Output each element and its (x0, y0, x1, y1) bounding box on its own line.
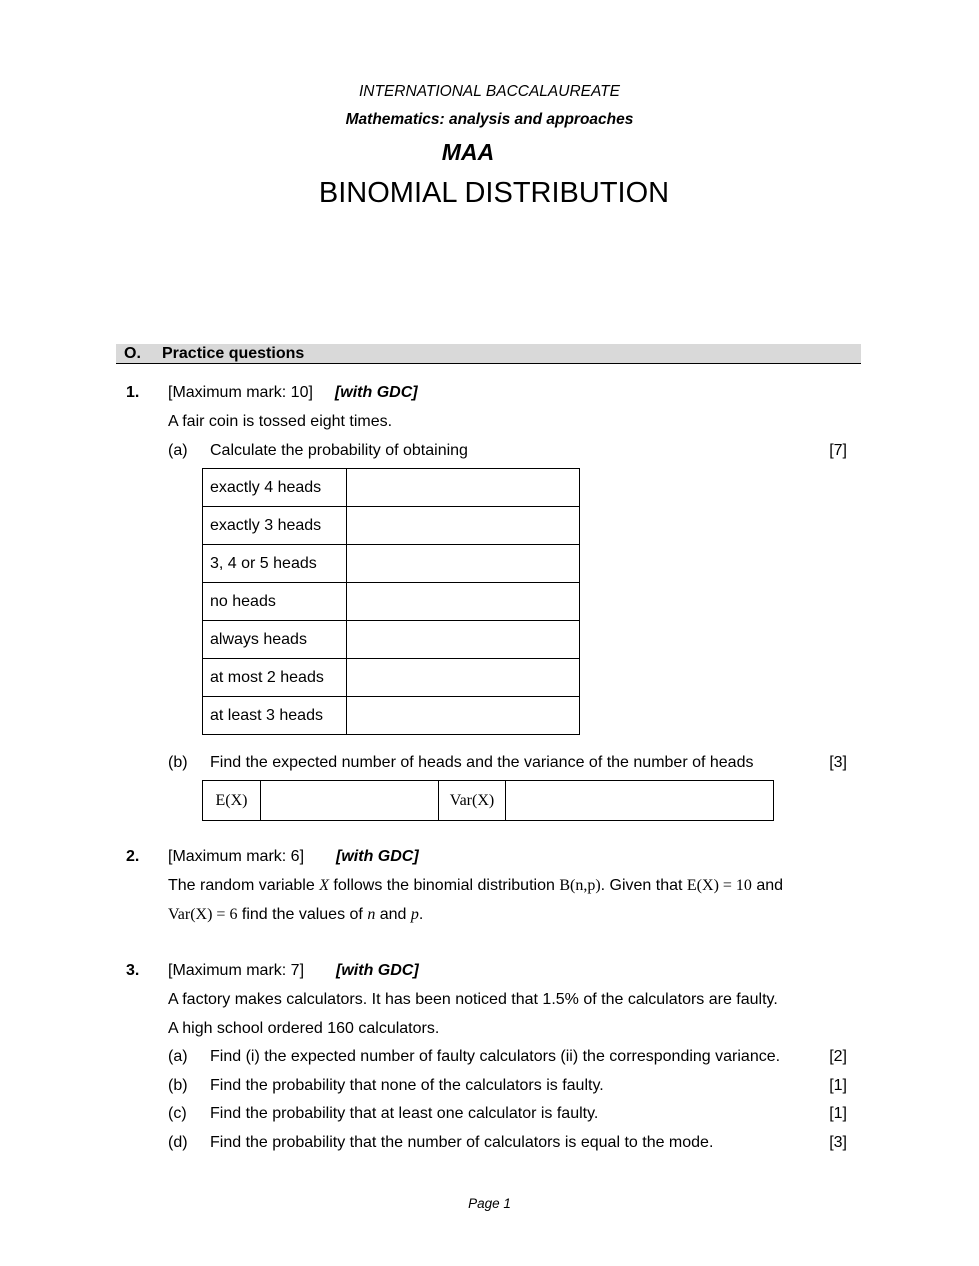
q3-part-d-text: Find the probability that the number of calculators is equal to the mode. (210, 1134, 714, 1151)
q2-header (168, 848, 419, 866)
q2-max-mark: [Maximum mark: 6] (168, 848, 305, 865)
row-label: always heads (203, 621, 347, 659)
section-number: O. (124, 345, 141, 362)
page-number: Page 1 (468, 1196, 511, 1211)
q1-gdc: [with GDC] (334, 384, 418, 401)
q2-text: The random variable (168, 877, 320, 894)
q3-gdc: [with GDC] (336, 962, 419, 979)
q3-part-a-mark: [2] (829, 1048, 847, 1065)
header-course: Mathematics: analysis and approaches (345, 111, 634, 128)
q3-line2: A high school ordered 160 calculators. (168, 1020, 440, 1037)
q3-part-a-text: Find (i) the expected number of faulty calculators (ii) the corresponding variance. (210, 1048, 781, 1065)
variance-answer-cell[interactable] (506, 781, 774, 821)
row-label: exactly 3 heads (203, 507, 347, 545)
q2-text: and (375, 906, 411, 923)
section-title: Practice questions (162, 345, 305, 362)
q3-part-b-label: (b) (168, 1077, 188, 1094)
q3-part-c-text: Find the probability that at least one calculator is faulty. (210, 1105, 599, 1122)
table-row (203, 697, 580, 735)
table-row (203, 659, 580, 697)
q3-max-mark: [Maximum mark: 7] (168, 962, 305, 979)
q3-number: 3. (126, 962, 140, 979)
q2-math: X (319, 877, 329, 894)
q2-number: 2. (126, 848, 140, 865)
table-row (203, 507, 580, 545)
q2-text: and (751, 877, 784, 894)
q2-math: n (367, 906, 376, 923)
q2-gdc: [with GDC] (336, 848, 419, 865)
q3-part-b-text: Find the probability that none of the calculators is faulty. (210, 1077, 604, 1094)
answer-cell[interactable] (347, 545, 580, 583)
q2-text: . (418, 906, 424, 923)
q3-header (168, 962, 419, 980)
q3-part-d-label: (d) (168, 1134, 188, 1151)
answer-cell[interactable] (347, 621, 580, 659)
answer-cell[interactable] (347, 469, 580, 507)
section-heading (116, 344, 861, 364)
q3-part-b-mark: [1] (829, 1077, 847, 1094)
q2-text: . Given that (600, 877, 687, 894)
q1-header (168, 384, 418, 402)
row-label: at most 2 heads (203, 659, 347, 697)
header-code: MAA (441, 139, 495, 165)
q1-part-a-text: Calculate the probability of obtaining (210, 442, 468, 459)
expectation-answer-cell[interactable] (261, 781, 439, 821)
q1-answer-table (202, 468, 580, 735)
table-row (203, 545, 580, 583)
q1-expectation-table (202, 780, 774, 821)
q3-line1: A factory makes calculators. It has been noticed that 1.5% of the calculators are faulty. (168, 991, 778, 1008)
q1-max-mark: [Maximum mark: 10] (168, 384, 313, 401)
page-title: BINOMIAL DISTRIBUTION (318, 177, 670, 209)
q2-math: p (410, 906, 419, 923)
q3-part-c-label: (c) (168, 1105, 187, 1122)
table-row (203, 583, 580, 621)
table-row (203, 781, 774, 821)
q2-math: B(n,p) (559, 877, 601, 894)
q1-part-b-mark: [3] (829, 754, 847, 771)
answer-cell[interactable] (347, 583, 580, 621)
row-label: at least 3 heads (203, 697, 347, 735)
answer-cell[interactable] (347, 697, 580, 735)
q1-part-b-text: Find the expected number of heads and the variance of the number of heads (210, 754, 754, 771)
table-row (203, 621, 580, 659)
variance-label: Var(X) (439, 781, 506, 821)
answer-cell[interactable] (347, 659, 580, 697)
q2-math: Var(X) = 6 (168, 906, 238, 923)
q2-math: E(X) = 10 (686, 877, 752, 894)
header-org: INTERNATIONAL BACCALAUREATE (359, 83, 620, 100)
q2-line1 (168, 877, 783, 895)
q2-text: find the values of (237, 906, 368, 923)
q3-part-a-label: (a) (168, 1048, 188, 1065)
q1-part-b-label: (b) (168, 754, 188, 771)
q2-line2 (168, 906, 423, 924)
answer-cell[interactable] (347, 507, 580, 545)
q3-part-d-mark: [3] (829, 1134, 847, 1151)
q3-part-c-mark: [1] (829, 1105, 847, 1122)
q2-text: follows the binomial distribution (328, 877, 560, 894)
table-row (203, 469, 580, 507)
q1-number: 1. (126, 384, 140, 401)
row-label: exactly 4 heads (203, 469, 347, 507)
q1-intro: A fair coin is tossed eight times. (168, 413, 393, 430)
q1-part-a-mark: [7] (829, 442, 847, 459)
expectation-label: E(X) (203, 781, 261, 821)
q1-part-a-label: (a) (168, 442, 188, 459)
row-label: 3, 4 or 5 heads (203, 545, 347, 583)
row-label: no heads (203, 583, 347, 621)
